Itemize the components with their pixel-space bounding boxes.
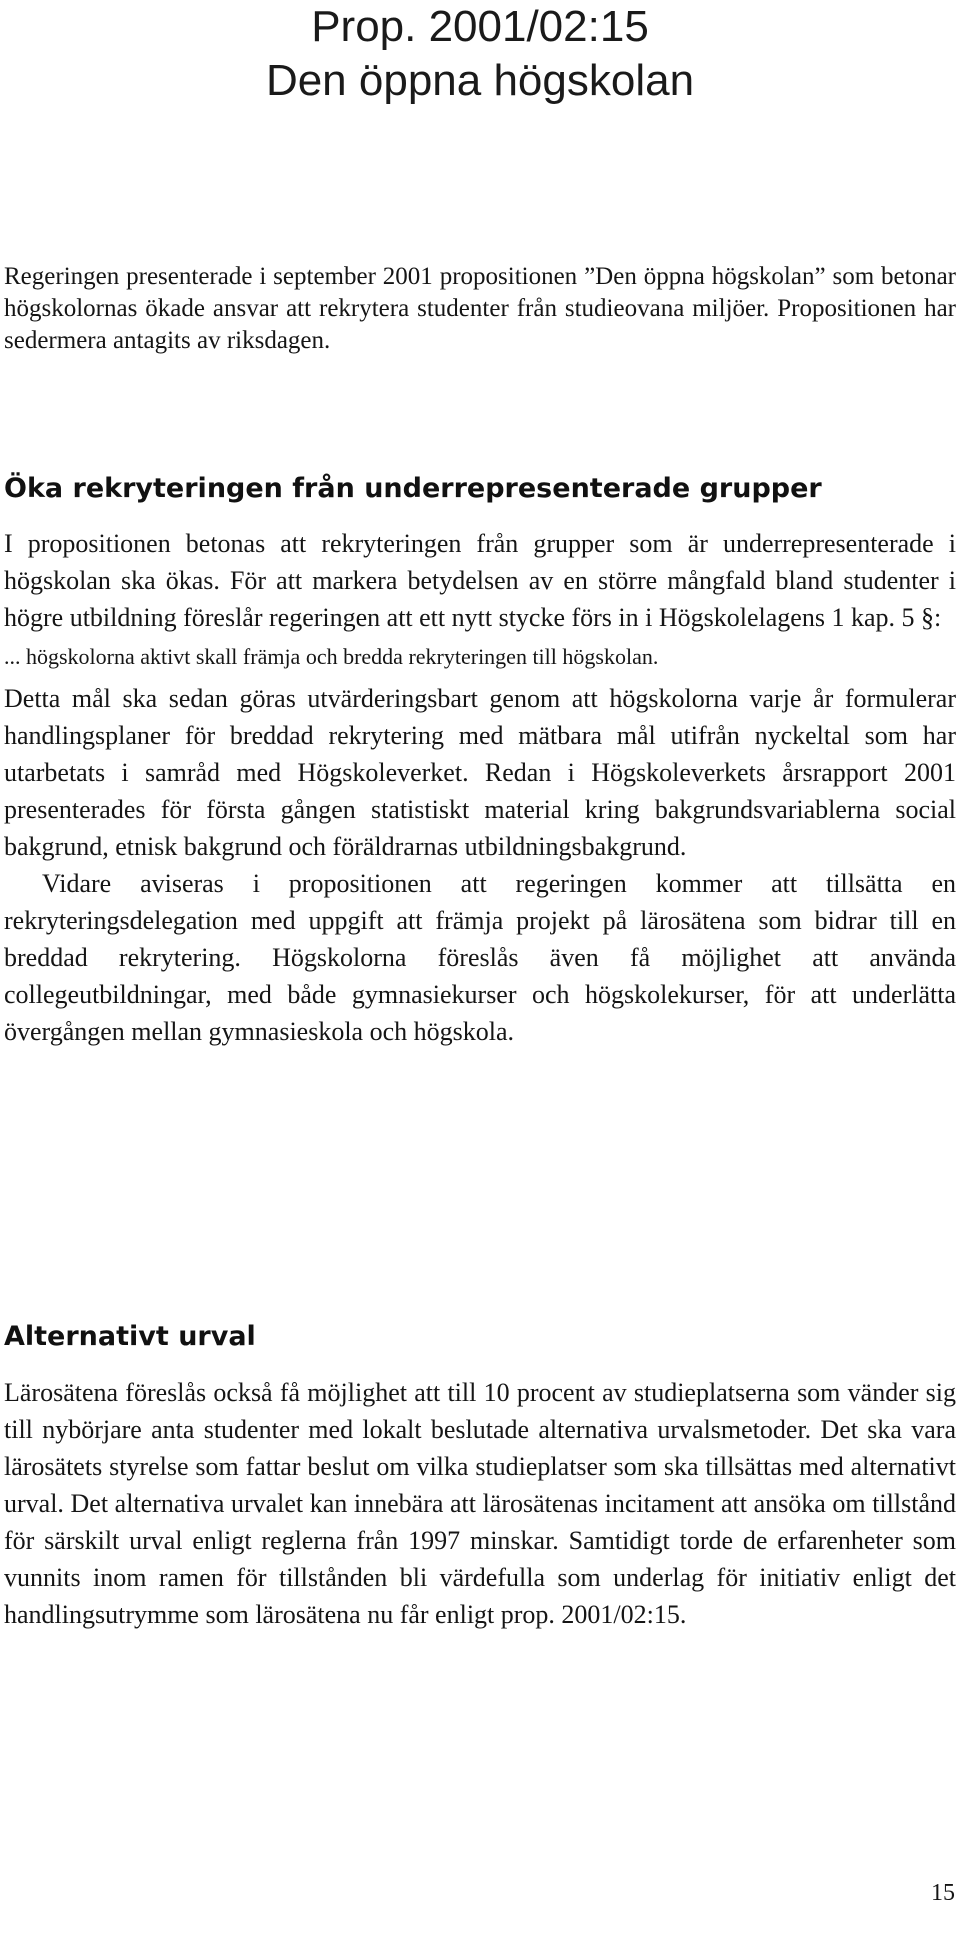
section1-paragraph-1: I propositionen betonas att rekryteringen från grupper som är underrepresenterade i högskolan ska ökas. För att markera betydelsen av en större mångfald bland studenter i högre utbildning föreslår regeringen att ett nytt stycke förs in i Högskolelagens 1 kap. 5 §: (4, 529, 956, 632)
title-line-prop: Prop. 2001/02:15 (311, 2, 649, 51)
page-title (0, 0, 960, 108)
title-line-name: Den öppna högskolan (265, 56, 695, 105)
page-number: 15 (931, 1880, 955, 1906)
law-quote: ... högskolorna aktivt skall främja och bredda rekryteringen till högskolan. (4, 644, 659, 669)
section-heading-alternative-selection: Alternativt urval (4, 1321, 256, 1352)
intro-paragraph (4, 261, 956, 357)
section-body-recruitment (4, 525, 956, 1050)
section-body-alternative-selection (4, 1374, 956, 1633)
intro-text: Regeringen presenterade i september 2001 propositionen ”Den öppna högskolan” som betonar högskolornas ökade ansvar att rekrytera studenter från studieovana miljöer. Propositionen har sedermera antagits av riksdagen. (4, 263, 956, 354)
section-heading-recruitment: Öka rekryteringen från underrepresenterade grupper (4, 473, 822, 504)
section1-paragraph-2: Detta mål ska sedan göras utvärderingsbart genom att högskolorna varje år formulerar handlingsplaner för breddad rekrytering med mätbara mål utifrån nyckeltal som har utarbetats i samråd med Högskoleverket. Redan i Högskoleverkets årsrapport 2001 presenterades för första gången statistiskt material kring bakgrundsvariablerna social bakgrund, etnisk bakgrund och föräldrarnas utbildningsbakgrund. (4, 684, 956, 861)
section1-paragraph-3: Vidare aviseras i propositionen att regeringen kommer att tillsätta en rekryteringsdelegation med uppgift att främja projekt på lärosätena som bidrar till en breddad rekrytering. Högskolorna föreslås även få möjlighet att använda collegeutbildningar, med både gymnasiekurser och högskolekurser, för att underlätta övergången mellan gymnasieskola och högskola. (4, 869, 956, 1046)
section2-paragraph-1: Lärosätena föreslås också få möjlighet att till 10 procent av studieplatserna som vänder sig till nybörjare anta studenter med lokalt beslutade alternativa urvalsmetoder. Det ska vara lärosätets styrelse som fattar beslut om vilka studieplatser som ska tillsättas med alternativt urval. Det alternativa urvalet kan innebära att lärosätenas incitament att ansöka om tillstånd för särskilt urval enligt reglerna från 1997 minskar. Samtidigt torde de erfarenheter som vunnits inom ramen för tillstånden bli värdefulla som underlag för initiativ enligt det handlingsutrymme som lärosätena nu får enligt prop. 2001/02:15. (4, 1378, 956, 1629)
